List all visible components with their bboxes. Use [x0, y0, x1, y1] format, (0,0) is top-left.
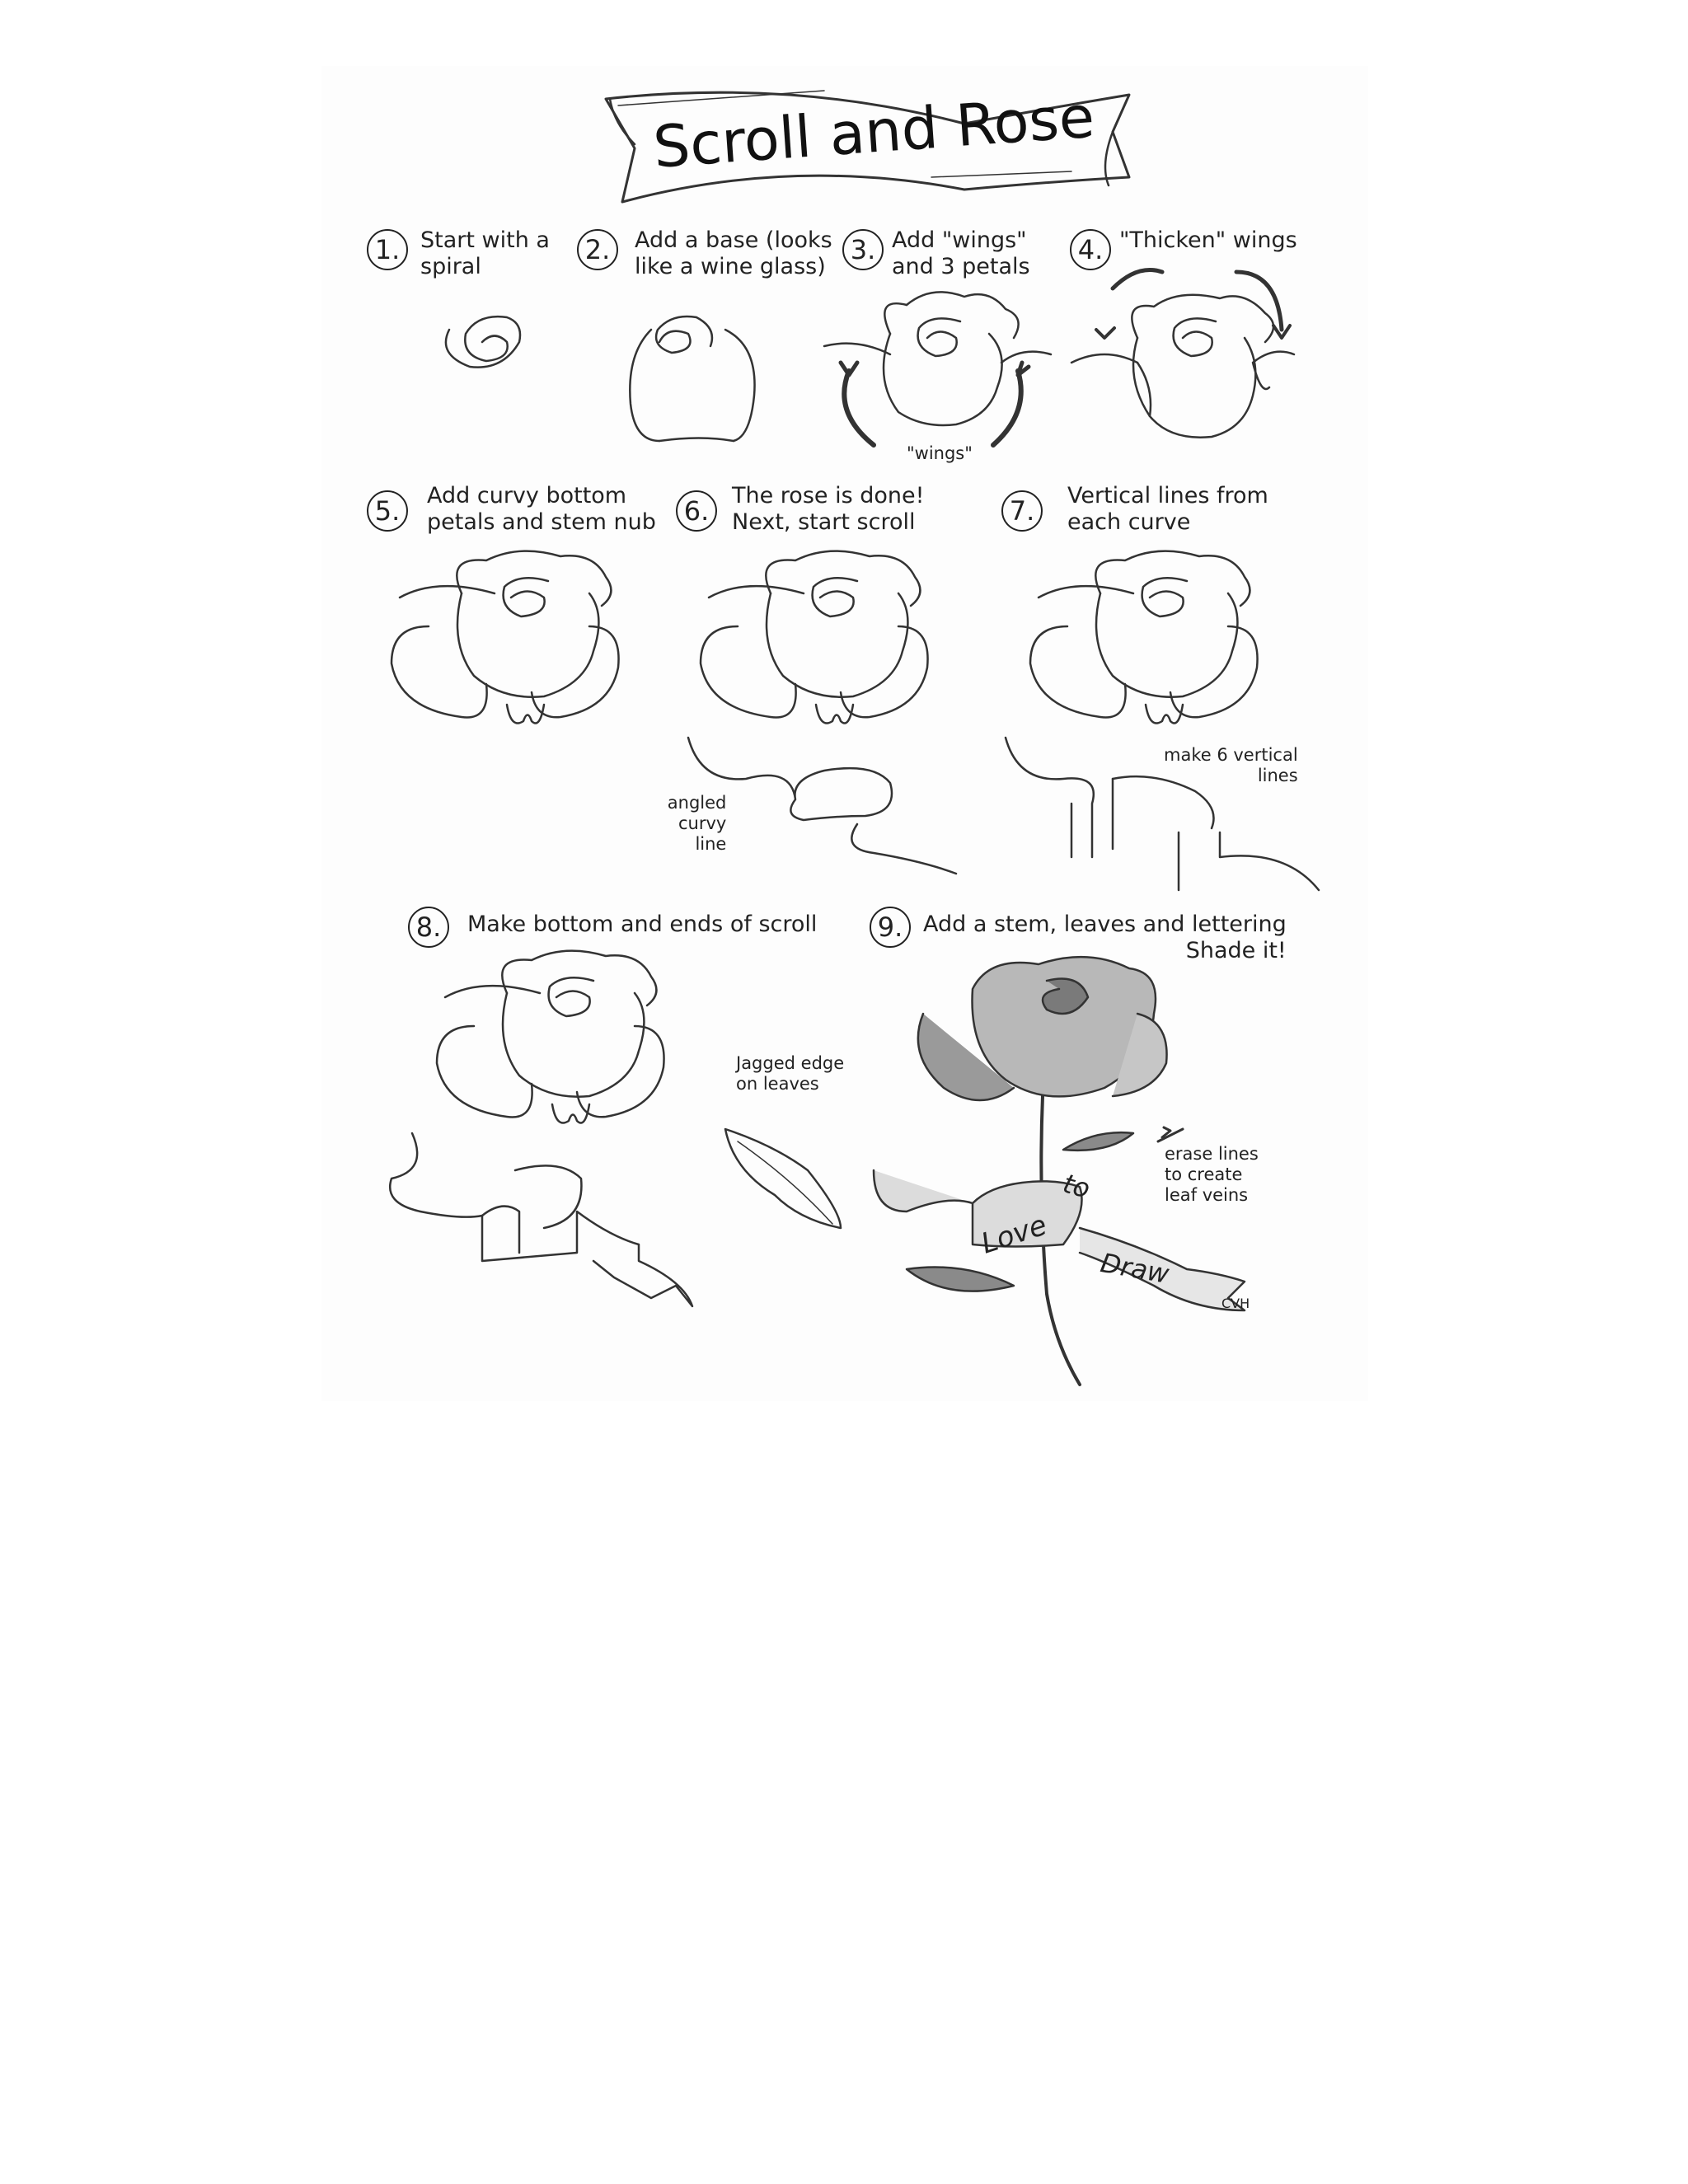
step9-text — [923, 912, 1287, 965]
step8-number: 8. — [408, 907, 449, 948]
angled-note-line2: curvy — [678, 813, 727, 834]
step4-number: 4. — [1070, 229, 1111, 270]
step5-rose — [392, 551, 619, 724]
step8-rose-scroll — [390, 951, 841, 1306]
step2-number: 2. — [577, 229, 618, 270]
step9-line1: Add a stem, leaves and lettering — [923, 912, 1287, 937]
step2-text — [635, 227, 832, 281]
vertical-note-line1: make 6 vertical — [1164, 745, 1298, 765]
step8-text: Make bottom and ends of scroll — [467, 912, 818, 937]
step2-line1: Add a base (looks — [635, 227, 832, 253]
step4-line1: "Thicken" wings — [1119, 227, 1297, 253]
erase-note-line3: leaf veins — [1165, 1185, 1249, 1206]
scroll-word-draw: Draw — [1098, 1247, 1172, 1290]
step6-line2: Next, start scroll — [732, 509, 916, 536]
erase-note-line2: to create — [1165, 1165, 1243, 1185]
step1-text — [420, 227, 550, 281]
step7-line1: Vertical lines from — [1067, 483, 1268, 509]
step5-line1: Add curvy bottom — [427, 483, 627, 509]
step4-text — [1119, 227, 1297, 254]
erase-note-line1: erase lines — [1165, 1144, 1259, 1164]
scroll-word-love: Love — [977, 1208, 1051, 1261]
step3-number: 3. — [842, 229, 884, 270]
scroll-word-to: to — [1059, 1167, 1094, 1205]
jagged-note-line2: on leaves — [736, 1074, 819, 1094]
step9-line2: Shade it! — [1185, 938, 1287, 964]
step1-line2: spiral — [420, 254, 481, 280]
step2-base — [630, 316, 754, 441]
step3-line2: and 3 petals — [892, 254, 1030, 280]
step4-thick-wings — [1071, 270, 1294, 438]
step6-rose-scroll — [688, 551, 956, 874]
step7-text — [1067, 483, 1268, 537]
wings-label: "wings" — [907, 443, 973, 463]
step6-line1: The rose is done! — [732, 483, 925, 509]
step3-wings-petals — [824, 292, 1051, 445]
angled-note-line3: line — [695, 834, 727, 855]
step1-spiral — [446, 316, 520, 367]
step9-number: 9. — [870, 907, 911, 948]
artist-signature: CVH — [1221, 1296, 1250, 1311]
step1-line1: Start with a — [420, 227, 550, 253]
step3-text — [892, 227, 1030, 281]
page-title: Scroll and Rose — [651, 82, 1097, 181]
step6-number: 6. — [676, 490, 717, 532]
step7-number: 7. — [1001, 490, 1043, 532]
step5-text — [427, 483, 656, 537]
jagged-note-line1: Jagged edge — [736, 1053, 845, 1073]
step3-line1: Add "wings" — [892, 227, 1027, 253]
step7-line2: each curve — [1067, 509, 1191, 536]
step2-line2: like a wine glass) — [635, 254, 826, 280]
jagged-edge-note — [736, 1053, 844, 1094]
step6-text — [732, 483, 924, 537]
step7-rose-vertical — [1006, 551, 1319, 890]
vertical-lines-note — [1164, 745, 1298, 786]
angled-note-line1: angled — [667, 793, 727, 813]
step5-number: 5. — [367, 490, 408, 532]
step5-line2: petals and stem nub — [427, 509, 656, 536]
vertical-note-line2: lines — [1257, 766, 1298, 786]
erase-lines-note — [1165, 1144, 1259, 1207]
angled-curvy-note — [663, 793, 726, 855]
step1-number: 1. — [367, 229, 408, 270]
